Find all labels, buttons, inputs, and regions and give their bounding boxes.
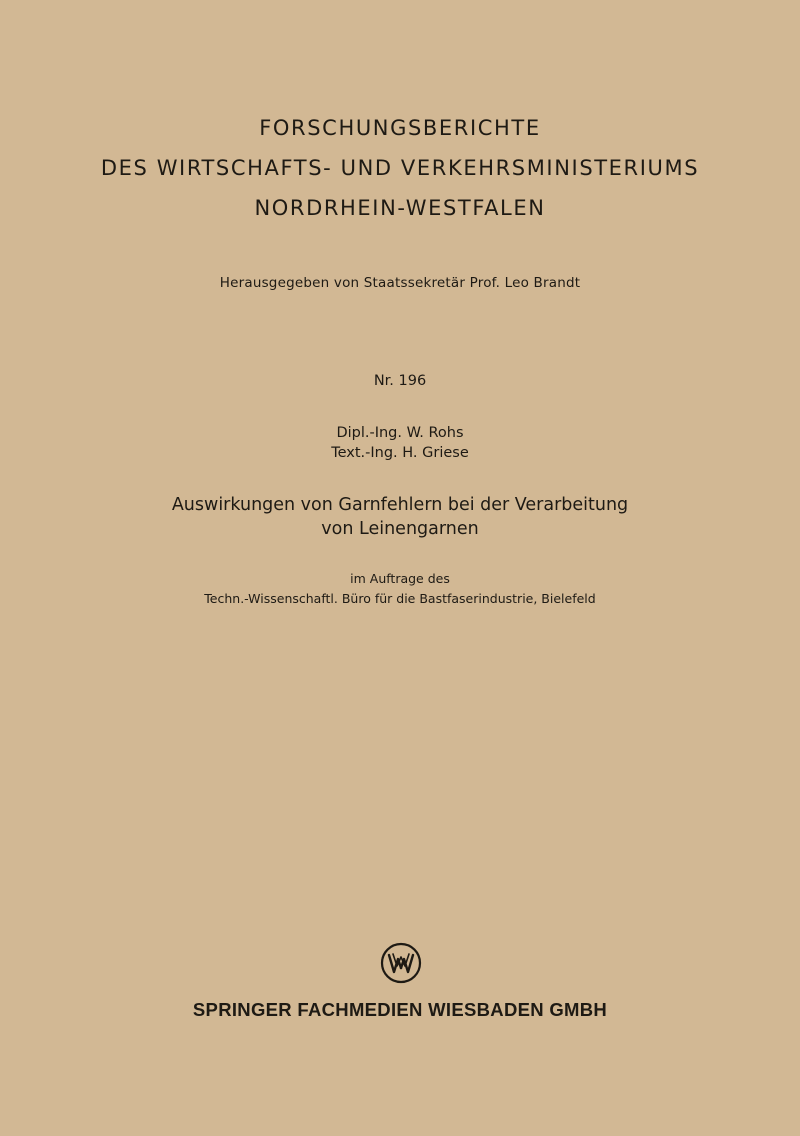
series-title-line-3: NORDRHEIN-WESTFALEN — [254, 196, 546, 220]
author-1: Dipl.-Ing. W. Rohs — [336, 425, 464, 441]
book-title-line-2: von Leinengarnen — [321, 519, 479, 539]
volume-number: Nr. 196 — [373, 373, 427, 389]
editor-line: Herausgegeben von Staatssekretär Prof. Leo Brandt — [219, 275, 581, 291]
series-title-line-1: FORSCHUNGSBERICHTE — [259, 116, 541, 140]
springer-w-logo-icon — [380, 942, 422, 984]
commission-line-2: Techn.-Wissenschaftl. Büro für die Bastfaserindustrie, Bielefeld — [204, 591, 596, 606]
publisher-name: SPRINGER FACHMEDIEN WIESBADEN GMBH — [192, 999, 608, 1020]
author-2: Text.-Ing. H. Griese — [331, 445, 469, 461]
book-title-line-1: Auswirkungen von Garnfehlern bei der Verarbeitung — [171, 495, 629, 515]
series-title-line-2: DES WIRTSCHAFTS- UND VERKEHRSMINISTERIUMS — [100, 156, 700, 180]
commission-line-1: im Auftrage des — [350, 571, 450, 586]
